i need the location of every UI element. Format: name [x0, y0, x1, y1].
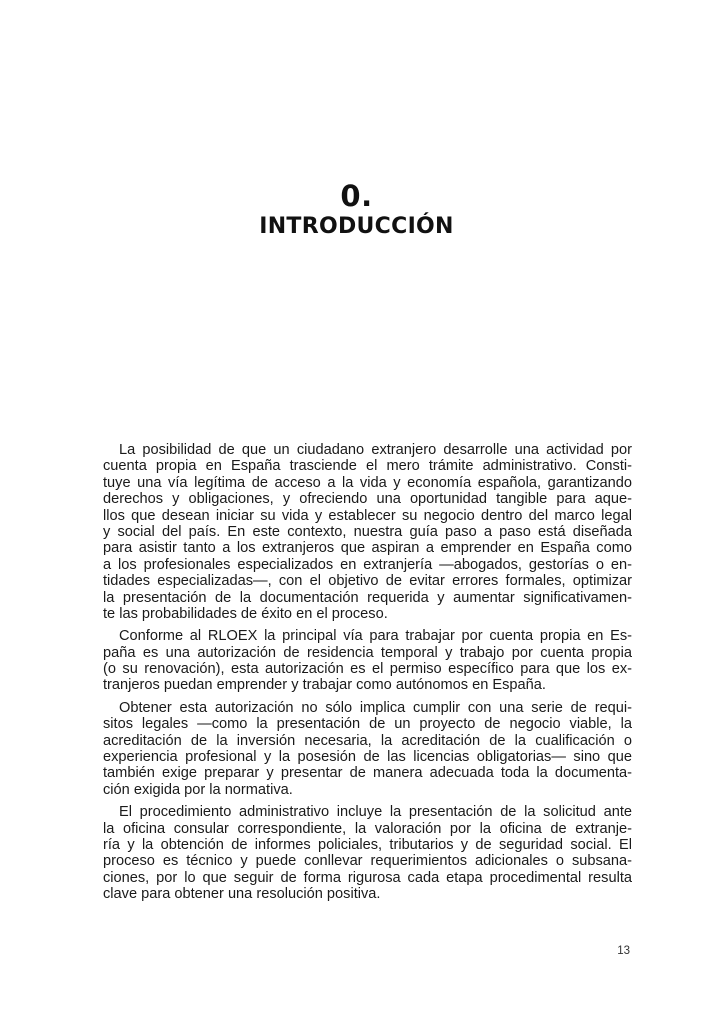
chapter-heading — [0, 181, 713, 240]
text-line: a los profesionales especializados en extranjería —abogados, gestorías o en- — [103, 556, 632, 573]
text-line: clave para obtener una resolución positiva. — [103, 886, 381, 903]
page-number: 13 — [617, 945, 630, 957]
text-line: para asistir tanto a los extranjeros que aspiran a emprender en España como — [103, 540, 632, 557]
text-line: Conforme al RLOEX la principal vía para trabajar por cuenta propia en Es- — [119, 628, 632, 645]
text-line: experiencia profesional y la posesión de las licencias obligatorias— sino que — [103, 749, 632, 766]
text-line: tuye una vía legítima de acceso a la vida y economía española, garantizando — [103, 474, 632, 491]
text-line: tidades especializadas—, con el objetivo de evitar errores formales, optimizar — [103, 573, 632, 590]
text-line: paña es una autorización de residencia temporal y trabajo por cuenta propia — [103, 644, 632, 661]
text-line: La posibilidad de que un ciudadano extranjero desarrolle una actividad por — [119, 442, 632, 458]
text-line: la presentación de la documentación requerida y aumentar significativamen- — [103, 589, 632, 606]
text-line: sitos legales —como la presentación de un proyecto de negocio viable, la — [103, 716, 632, 733]
text-line: ría y la obtención de informes policiales, tributarios y de seguridad social. El — [103, 836, 632, 853]
text-line: Obtener esta autorización no sólo implica cumplir con una serie de requi- — [119, 699, 632, 716]
paragraph — [103, 442, 632, 622]
text-line: la oficina consular correspondiente, la valoración por la oficina de extranje- — [103, 820, 632, 837]
text-line: ciones, por lo que seguir de forma rigurosa cada etapa procedimental resulta — [103, 869, 632, 886]
paragraph — [103, 804, 632, 902]
text-line: acreditación de la inversión necesaria, la acreditación de la cualificación o — [103, 732, 632, 749]
chapter-number: 0. — [340, 179, 373, 213]
text-line: tranjeros puedan emprender y trabajar como autónomos en España. — [103, 677, 546, 694]
text-line: proceso es técnico y puede conllevar requerimientos adicionales o subsana- — [103, 853, 632, 870]
text-line: (o su renovación), esta autorización es el permiso específico para que los ex- — [103, 661, 632, 678]
text-line: derechos y obligaciones, y ofreciendo una oportunidad tangible para aque- — [103, 491, 632, 508]
text-line: El procedimiento administrativo incluye la presentación de la solicitud ante — [119, 804, 632, 821]
chapter-title: INTRODUCCIÓN — [259, 214, 454, 239]
text-line: y social del país. En este contexto, nuestra guía paso a paso está diseñada — [103, 523, 632, 540]
text-line: llos que desean iniciar su vida y establecer su negocio dentro del marco legal — [103, 507, 632, 524]
text-line: te las probabilidades de éxito en el proceso. — [103, 605, 388, 622]
paragraph — [103, 700, 632, 798]
text-line: ción exigida por la normativa. — [103, 781, 293, 798]
text-line: cuenta propia en España trasciende el mero trámite administrativo. Consti- — [103, 458, 632, 475]
paragraph — [103, 628, 632, 694]
body-text — [103, 442, 632, 909]
text-line: también exige preparar y presentar de manera adecuada toda la documenta- — [103, 765, 632, 782]
